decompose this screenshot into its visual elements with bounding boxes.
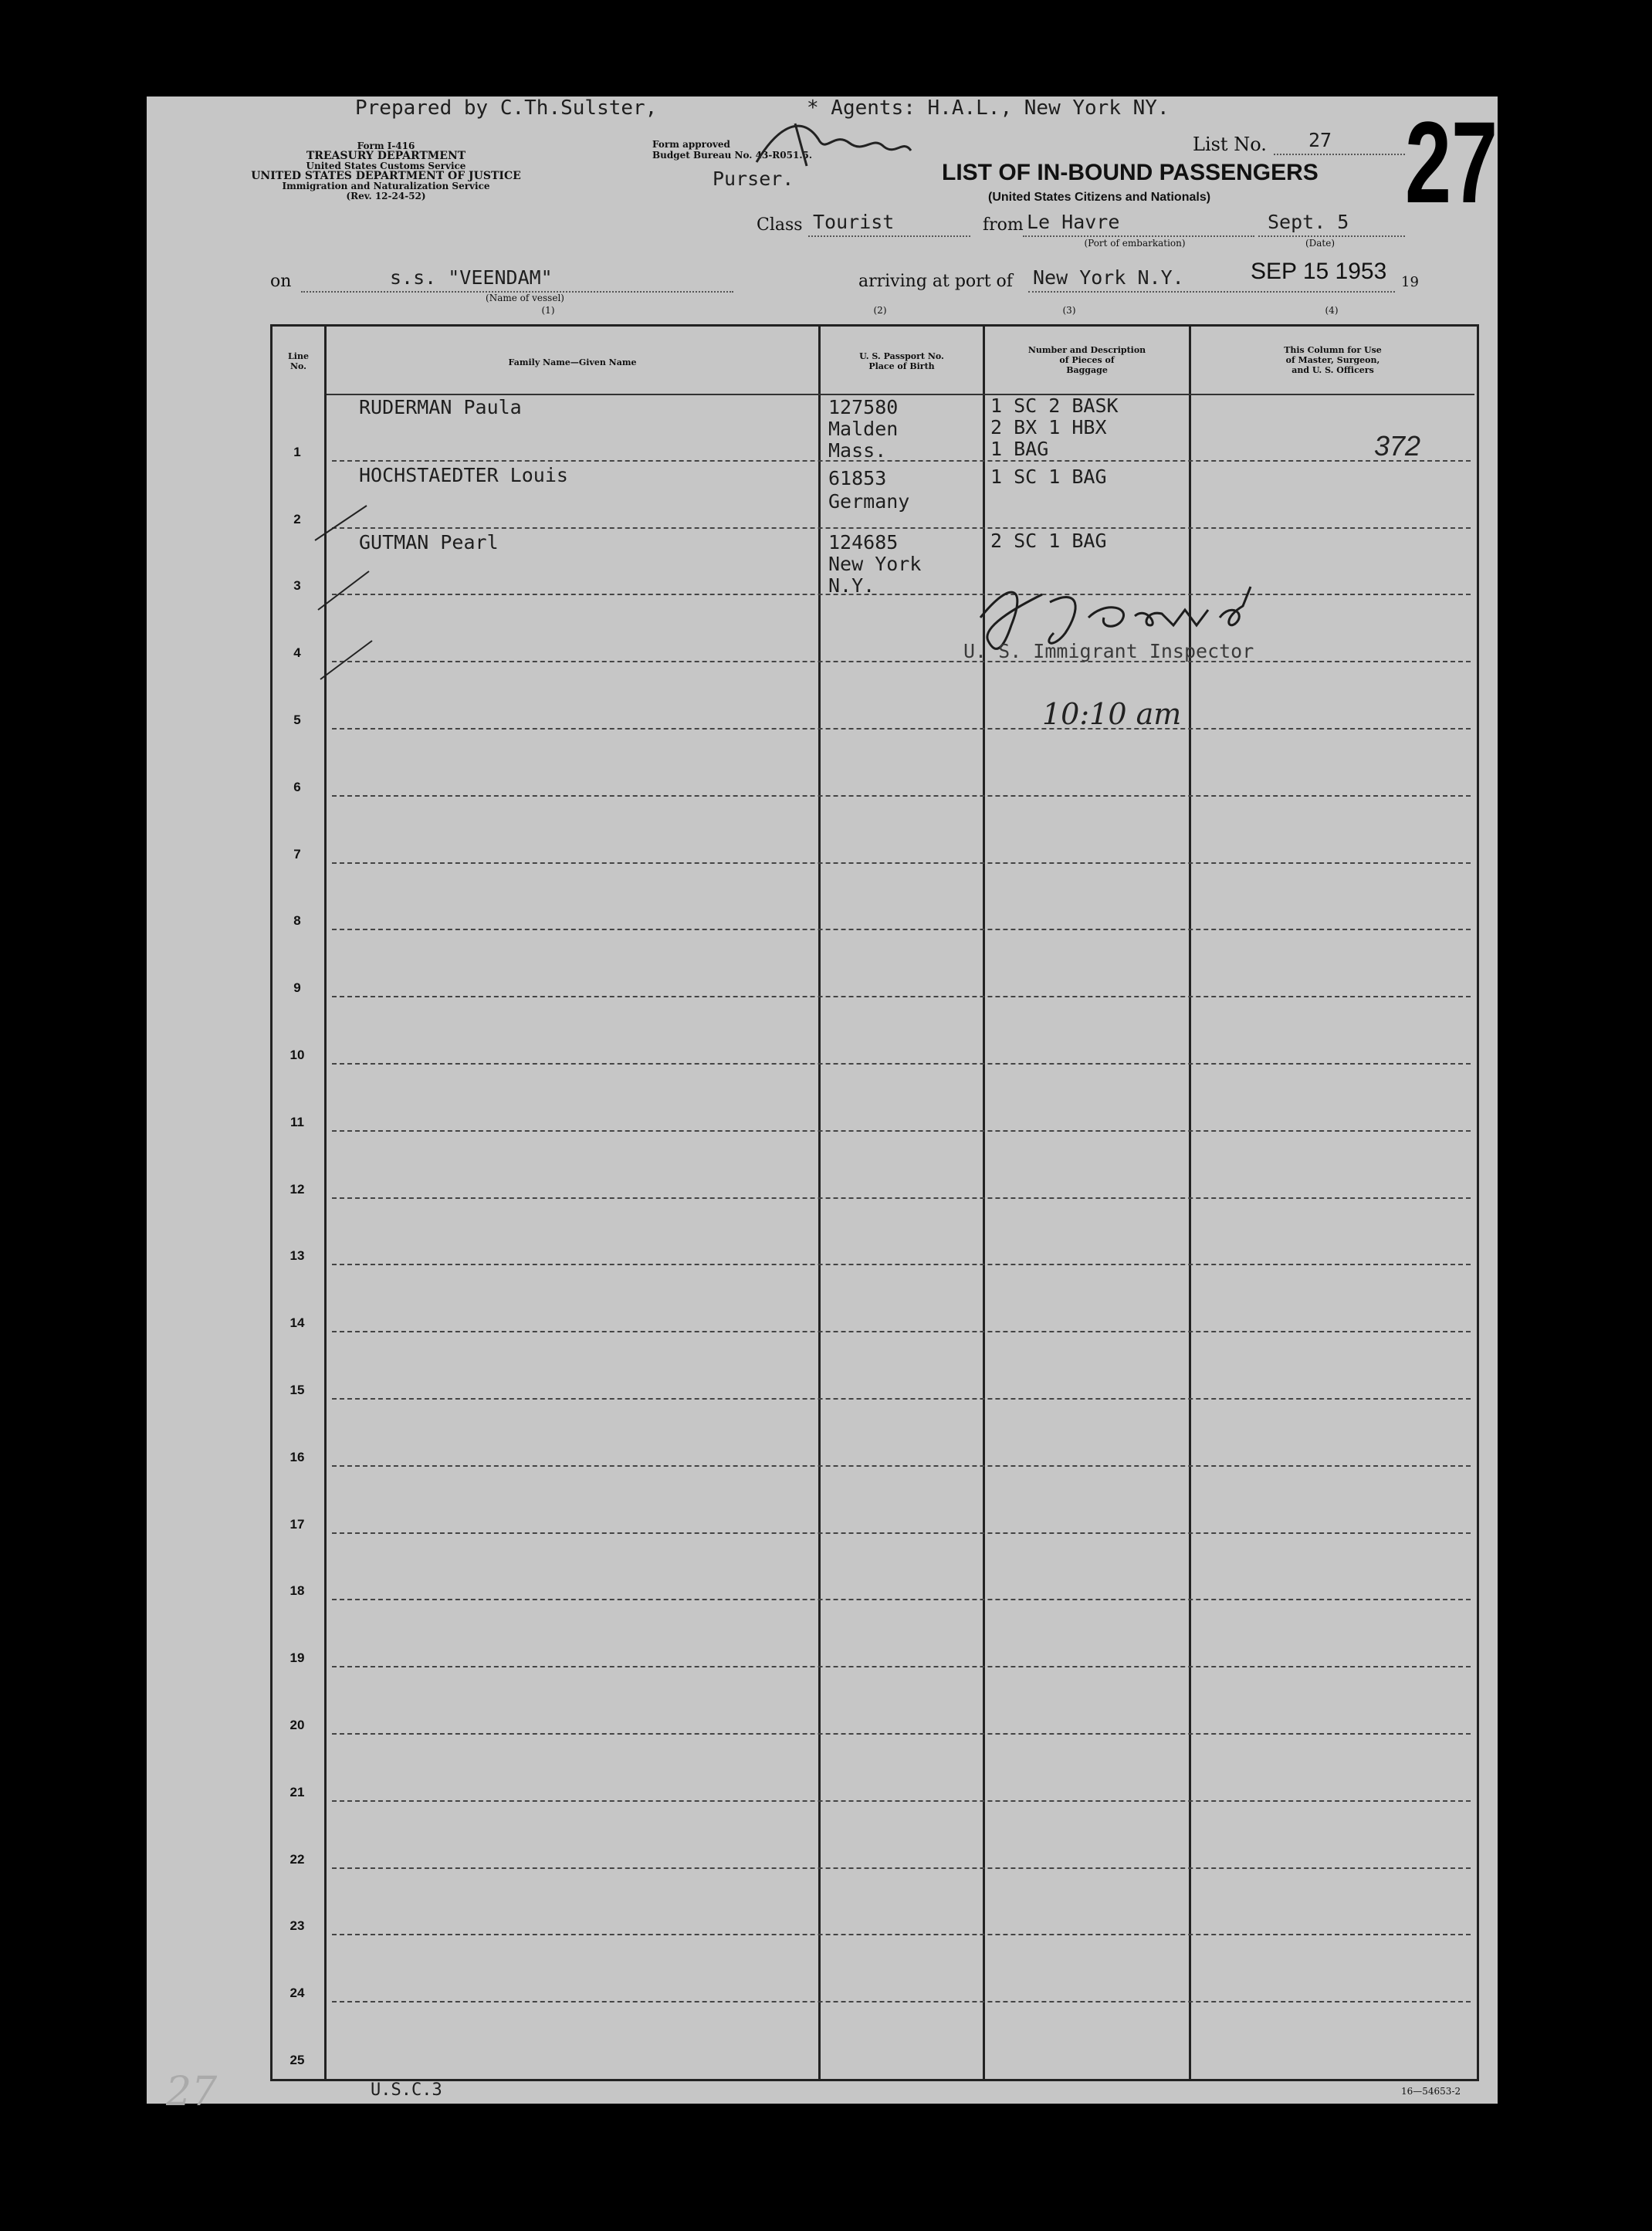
year-suffix: 19 xyxy=(1401,274,1419,290)
passenger-2-baggage: 1 SC 1 BAG xyxy=(990,465,1107,488)
date-caption: (Date) xyxy=(1305,238,1335,249)
row-divider xyxy=(332,1398,1471,1400)
line-number: 8 xyxy=(293,913,301,929)
row-divider xyxy=(332,1934,1471,1935)
header-baggage-line3: Baggage xyxy=(1066,365,1108,375)
on-label: on xyxy=(270,272,292,291)
line-number: 20 xyxy=(289,1718,305,1732)
row-divider xyxy=(332,527,1471,529)
row-divider xyxy=(332,1867,1471,1869)
passenger-3-birthplace: New York xyxy=(828,553,922,575)
list-no-line xyxy=(1274,154,1405,155)
arriving-label: arriving at port of xyxy=(858,272,1013,291)
passenger-3-name: GUTMAN Pearl xyxy=(359,531,499,554)
header-passport xyxy=(821,351,983,371)
footer-right-code: 16—54653-2 xyxy=(1401,2086,1461,2097)
col-number-4: (4) xyxy=(1325,305,1339,316)
header-officers xyxy=(1191,345,1474,375)
line-number: 13 xyxy=(289,1248,305,1264)
arrival-port-value: New York N.Y. xyxy=(1033,266,1184,289)
header-no-text: No. xyxy=(289,361,307,371)
line-number: 18 xyxy=(289,1583,305,1599)
row-divider xyxy=(332,2001,1471,2002)
header-baggage-line2: of Pieces of xyxy=(1059,355,1115,365)
line-number: 24 xyxy=(289,1986,305,2001)
passenger-1-birthplace-state: Mass. xyxy=(828,439,887,462)
passenger-1-baggage-3: 1 BAG xyxy=(990,438,1049,460)
from-line xyxy=(1023,235,1254,237)
row-divider xyxy=(332,1465,1471,1467)
line-number: 4 xyxy=(293,645,301,661)
passenger-2-passport: 61853 xyxy=(828,467,887,489)
line-number: 5 xyxy=(293,713,301,727)
passenger-1-baggage-2: 2 BX 1 HBX xyxy=(990,416,1107,438)
header-baggage-line1: Number and Description xyxy=(1027,345,1146,355)
passenger-1-baggage-1: 1 SC 2 BASK xyxy=(990,394,1119,417)
row-divider xyxy=(332,996,1471,997)
row-divider xyxy=(332,1800,1471,1802)
list-big-number: 27 xyxy=(1405,97,1498,227)
form-approved-text: Form approved xyxy=(652,139,730,150)
row-divider xyxy=(332,1063,1471,1065)
line-number: 15 xyxy=(289,1383,305,1397)
header-birthplace-text: Place of Birth xyxy=(868,361,935,371)
passenger-3-baggage: 2 SC 1 BAG xyxy=(990,530,1107,552)
line-number: 3 xyxy=(293,578,301,594)
budget-bureau-text: Budget Bureau No. 43-R051.5. xyxy=(652,150,813,161)
header-officers-line2: of Master, Surgeon, xyxy=(1285,355,1380,365)
line-number: 23 xyxy=(289,1918,305,1934)
inspector-title: U. S. Immigrant Inspector xyxy=(963,640,1254,662)
row-divider xyxy=(332,728,1471,730)
vessel-caption: (Name of vessel) xyxy=(486,293,564,303)
passenger-2-birthplace: Germany xyxy=(828,490,910,513)
line-number: 9 xyxy=(293,980,301,996)
list-no-value: 27 xyxy=(1308,129,1332,151)
row-divider xyxy=(332,1532,1471,1534)
date-value: Sept. 5 xyxy=(1268,211,1349,233)
from-value: Le Havre xyxy=(1027,211,1120,233)
vessel-value: s.s. "VEENDAM" xyxy=(390,266,553,289)
passenger-3-passport: 124685 xyxy=(828,531,899,554)
line-number: 22 xyxy=(289,1851,305,1867)
row-divider xyxy=(332,795,1471,797)
header-officers-line3: and U. S. Officers xyxy=(1291,365,1374,375)
class-value: Tourist xyxy=(813,211,895,233)
passenger-3-birthplace-state: N.Y. xyxy=(828,574,875,597)
line-number: 2 xyxy=(293,511,301,526)
row-divider xyxy=(332,1130,1471,1132)
row-divider xyxy=(332,661,1471,662)
col-number-3: (3) xyxy=(1062,305,1076,316)
row-divider xyxy=(332,1733,1471,1735)
line-number: 12 xyxy=(289,1181,305,1197)
line-number: 10 xyxy=(289,1048,305,1062)
line-number: 16 xyxy=(289,1449,305,1464)
treasury-dept: TREASURY DEPARTMENT xyxy=(306,150,466,162)
line-number: 14 xyxy=(289,1315,305,1331)
row-divider xyxy=(332,862,1471,864)
row-divider xyxy=(332,1264,1471,1265)
footer-left-code: U.S.C.3 xyxy=(371,2080,442,2100)
line-number: 19 xyxy=(289,1650,305,1666)
row-divider xyxy=(332,460,1471,462)
col-number-1: (1) xyxy=(541,305,555,316)
header-separator xyxy=(327,394,1474,395)
header-officers-line1: This Column for Use xyxy=(1284,345,1382,355)
arrival-port-line xyxy=(1028,291,1395,293)
ins-service: Immigration and Naturalization Service xyxy=(282,181,490,191)
form-id-block xyxy=(239,141,533,201)
class-line xyxy=(808,235,970,237)
header-passport-text: U. S. Passport No. xyxy=(859,351,944,361)
port-embarkation-caption: (Port of embarkation) xyxy=(1084,238,1186,249)
passenger-1-name: RUDERMAN Paula xyxy=(359,396,522,418)
passenger-1-birthplace: Malden xyxy=(828,418,899,440)
line-number: 21 xyxy=(289,1784,305,1799)
header-line-no xyxy=(273,351,324,371)
header-family-name: Family Name—Given Name xyxy=(508,357,637,367)
from-label: from xyxy=(983,215,1024,235)
passenger-list-form xyxy=(147,96,1498,2104)
line-number: 1 xyxy=(293,444,301,459)
list-no-label: List No. xyxy=(1193,134,1267,155)
form-number: Form I-416 xyxy=(357,140,415,151)
inspector-signature-text xyxy=(1034,581,1155,612)
header-baggage xyxy=(985,345,1189,375)
line-number: 6 xyxy=(293,779,301,794)
line-number: 17 xyxy=(289,1516,305,1532)
margin-note: 27 xyxy=(166,2069,218,2115)
inspection-time: 10:10 am xyxy=(1042,697,1182,731)
form-subtitle: (United States Citizens and Nationals) xyxy=(988,191,1211,204)
purser-label: Purser. xyxy=(713,168,794,190)
row-divider xyxy=(332,594,1471,595)
revision: (Rev. 12-24-52) xyxy=(346,191,426,201)
col-number-2: (2) xyxy=(873,305,887,316)
row-divider xyxy=(332,929,1471,930)
customs-service: United States Customs Service xyxy=(306,161,466,171)
date-line xyxy=(1258,235,1405,237)
row-divider xyxy=(332,1666,1471,1667)
check-marks xyxy=(309,390,378,691)
line-number: 11 xyxy=(290,1114,304,1129)
passenger-1-officer-note: 372 xyxy=(1374,430,1421,462)
justice-dept: UNITED STATES DEPARTMENT OF JUSTICE xyxy=(251,170,521,182)
passenger-2-name: HOCHSTAEDTER Louis xyxy=(359,464,568,486)
header-line-text: Line xyxy=(288,351,309,361)
row-divider xyxy=(332,1197,1471,1199)
row-divider xyxy=(332,1331,1471,1332)
row-divider xyxy=(332,1599,1471,1600)
passenger-1-passport: 127580 xyxy=(828,396,899,418)
class-label: Class xyxy=(757,215,803,235)
arrival-date-stamp: SEP 15 1953 xyxy=(1251,259,1387,284)
line-number: 25 xyxy=(289,2053,305,2067)
col-divider-name xyxy=(818,324,821,2079)
agents-line: * Agents: H.A.L., New York NY. xyxy=(807,96,1170,120)
form-title: LIST OF IN-BOUND PASSENGERS xyxy=(942,160,1319,185)
line-number: 7 xyxy=(293,846,301,862)
prepared-by-line: Prepared by C.Th.Sulster, xyxy=(355,96,658,120)
